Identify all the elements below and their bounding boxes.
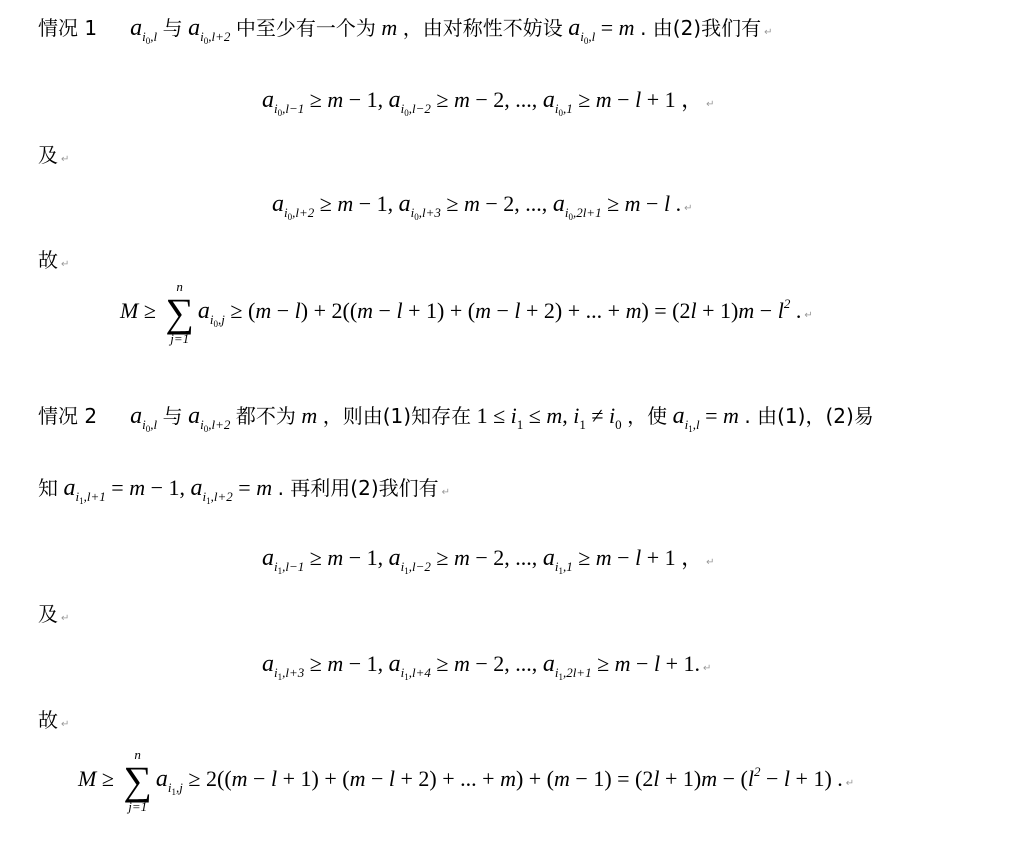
so-label-2: 故 ↵: [38, 708, 70, 732]
and-label-1: 及 ↵: [38, 143, 70, 167]
case1-text-b: 中至少有一个为: [235, 16, 376, 40]
sum-symbol: n ∑ j=1: [123, 747, 152, 814]
case1-text-c: ，由对称性不妨设: [402, 16, 563, 40]
case1-text-d: . 由(2)我们有: [640, 16, 762, 40]
case2-statement-line2: 知 $a_{i_1,l+1} = m - 1$, $a_{i_1,l+2} = m$ . 再利用(2)我们有 ↵: [38, 475, 451, 506]
case2-equation-1: $a_{i_1,l-1} \ge m - 1$, $a_{i_1,l-2} \ge m - 2$, ..., $a_{i_1,1} \ge m - l + 1$ ， ↵: [262, 545, 715, 576]
case1-equation-1: $a_{i_0,l-1} \ge m - 1$, $a_{i_0,l-2} \ge m - 2$, ..., $a_{i_0,1} \ge m - l + 1$ ， ↵: [262, 87, 715, 118]
sum-symbol: n ∑ j=1: [165, 279, 194, 346]
case1-title: 情况 1: [38, 16, 98, 40]
case1-statement: 情况 1 $a_{i_0,l}$ 与 $a_{i_0,l+2}$ 中至少有一个为 m ，由对称性不妨设 $a_{i_0,l} = m$ . 由(2)我们有 ↵: [38, 15, 773, 46]
case2-statement: 情况 2 $a_{i_0,l}$ 与 $a_{i_0,l+2}$ 都不为 m ，则由(1)知存在 $1 \le i_1 \le m$, $i_1 \ne i_0$ ，使 $a_{i_1,l} = m$ . 由(1)，(2)易: [38, 403, 874, 434]
case1-equation-2: $a_{i_0,l+2} \ge m - 1$, $a_{i_0,l+3} \ge m - 2$, ..., $a_{i_0,2l+1} \ge m - l$ . ↵: [272, 191, 693, 222]
case2-sum-equation: M ≥ n ∑ j=1 $a_{i_1,j} \ge 2((m - l + 1) + (m - l + 2)$ + ... + $m) + (m - 1) = (2l + 1)m - (l^2 - l + 1)$ . ↵: [78, 747, 855, 814]
and-label-2: 及 ↵: [38, 602, 70, 626]
case2-equation-2: $a_{i_1,l+3} \ge m - 1$, $a_{i_1,l+4} \ge m - 2$, ..., $a_{i_1,2l+1} \ge m - l + 1$. ↵: [262, 651, 712, 682]
case2-title: 情况 2: [38, 404, 98, 428]
case1-text-a: 与: [162, 16, 183, 40]
case1-sum-equation: M ≥ n ∑ j=1 $a_{i_0,j} \ge (m - l) + 2((m - l + 1) + (m - l + 2)$ + ... + $m) = (2l + 1)m - l^2$ . ↵: [120, 279, 813, 346]
so-label-1: 故 ↵: [38, 248, 70, 272]
